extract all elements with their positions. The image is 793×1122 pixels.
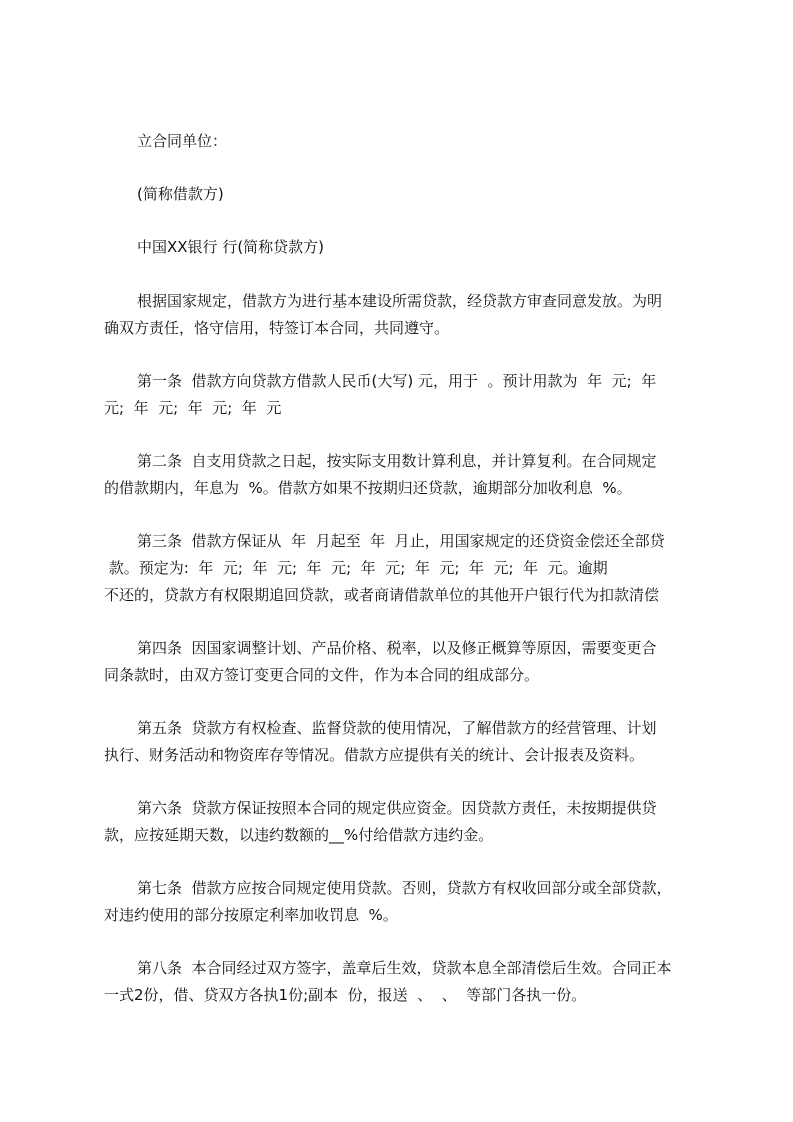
article-line: 第四条 因国家调整计划、产品价格、税率，以及修正概算等原因，需要变更合 [137,639,657,657]
article-line: 一式2份，借、贷双方各执1份;副本 份，报送 、 、 等部门各执一份。 [104,986,587,1004]
article-line: 第一条 借款方向贷款方借款人民币(大写) 元，用于 。预计用款为 年 元; 年 [137,372,657,390]
article-line: 不还的，贷款方有权限期追回贷款，或者商请借款单位的其他开户银行代为扣款清偿 [104,586,660,604]
article-line: 元; 年 元; 年 元; 年 元 [104,399,282,417]
article-line: 对违约使用的部分按原定利率加收罚息 %。 [104,906,398,924]
article-line: 第八条 本合同经过双方签字，盖章后生效，贷款本息全部清偿后生效。合同正本 [137,959,672,977]
article-line: 执行、财务活动和物资库存等情况。借款方应提供有关的统计、会计报表及资料。 [104,746,645,764]
preamble-line: 根据国家规定，借款方为进行基本建设所需贷款，经贷款方审查同意发放。为明 [137,292,663,310]
party-line: 立合同单位： [137,132,228,150]
article-line: 款。预定为: 年 元; 年 元; 年 元; 年 元; 年 元; 年 元; 年 元。逾期 [104,559,608,577]
article-line: 第六条 贷款方保证按照本合同的规定供应资金。因贷款方责任，未按期提供贷 [137,799,657,817]
borrower-line: (简称借款方) [137,185,224,203]
article-line: 第五条 贷款方有权检查、监督贷款的使用情况，了解借款方的经营管理、计划 [137,719,657,737]
lender-line: 中国XX银行 行(简称贷款方) [137,238,325,256]
article-line: 款，应按延期天数，以违约数额的__%付给借款方违约金。 [104,826,494,844]
preamble-line: 确双方责任，恪守信用，特签订本合同，共同遵守。 [104,319,450,337]
article-line: 第七条 借款方应按合同规定使用贷款。否则，贷款方有权收回部分或全部贷款， [137,879,672,897]
article-line: 同条款时，由双方签订变更合同的文件，作为本合同的组成部分。 [104,666,540,684]
article-line: 的借款期内，年息为 %。借款方如果不按期归还贷款，逾期部分加收利息 %。 [104,479,632,497]
article-line: 第三条 借款方保证从 年 月起至 年 月止，用国家规定的还贷资金偿还全部贷 [137,532,665,550]
article-line: 第二条 自支用贷款之日起，按实际支用数计算利息，并计算复利。在合同规定 [137,452,657,470]
